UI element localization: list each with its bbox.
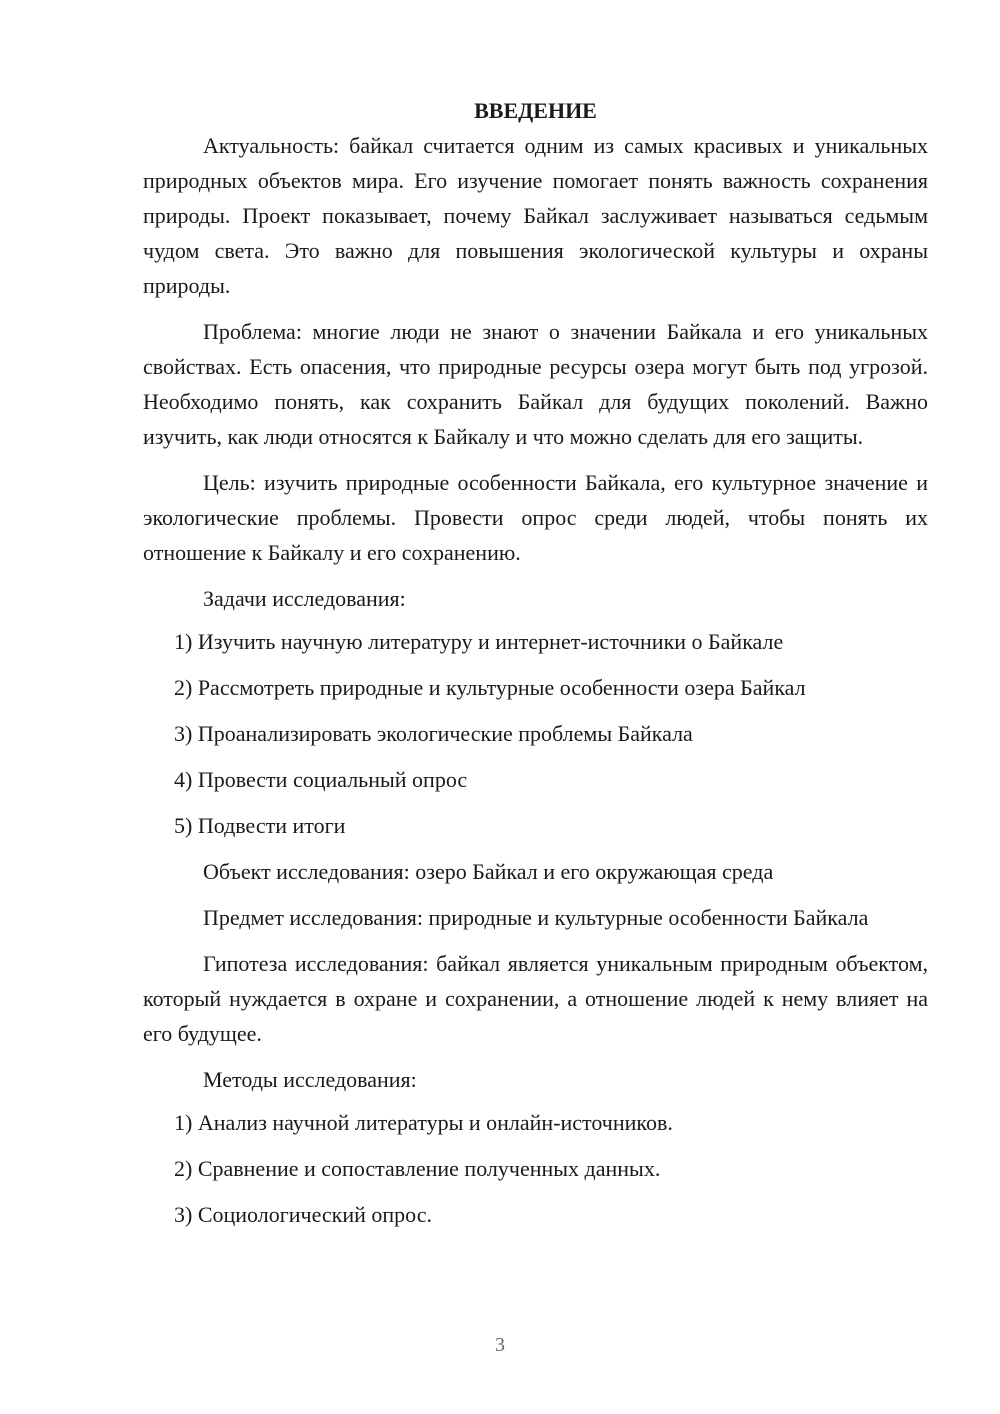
list-item: 3) Социологический опрос. (174, 1202, 432, 1227)
list-item: 2) Рассмотреть природные и культурные особенности озера Байкал (174, 675, 806, 700)
hypothesis-paragraph: Гипотеза исследования: байкал является уникальным природным объектом, который нуждается в охране и сохранении, а отношение людей к нему влияет на его будущее. (143, 951, 928, 1046)
problem-paragraph: Проблема: многие люди не знают о значении Байкала и его уникальных свойствах. Есть опасения, что природные ресурсы озера могут быть под угрозой. Необходимо понять, как сохранить Байкал для будущих поколений. Важно изучить, как люди относятся к Байкалу и что можно сделать для его защиты. (143, 319, 928, 449)
list-item: 3) Проанализировать экологические проблемы Байкала (174, 721, 693, 746)
page-title: ВВЕДЕНИЕ (474, 98, 597, 123)
list-item: 2) Сравнение и сопоставление полученных данных. (174, 1156, 661, 1181)
tasks-heading: Задачи исследования: (203, 586, 406, 611)
methods-heading: Методы исследования: (203, 1067, 417, 1092)
tasks-list (143, 624, 928, 843)
list-item: 1) Анализ научной литературы и онлайн-источников. (174, 1110, 673, 1135)
methods-list (143, 1105, 928, 1232)
relevance-paragraph: Актуальность: байкал считается одним из самых красивых и уникальных природных объектов мира. Его изучение помогает понять важность сохранения природы. Проект показывает, почему Байкал заслуживает называться седьмым чудом света. Это важно для повышения экологической культуры и охраны природы. (143, 133, 928, 298)
list-item: 1) Изучить научную литературу и интернет-источники о Байкале (174, 629, 784, 654)
goal-paragraph: Цель: изучить природные особенности Байкала, его культурное значение и экологические проблемы. Провести опрос среди людей, чтобы понять их отношение к Байкалу и его сохранению. (143, 470, 928, 565)
object-paragraph: Объект исследования: озеро Байкал и его окружающая среда (203, 859, 774, 884)
subject-paragraph: Предмет исследования: природные и культурные особенности Байкала (203, 905, 869, 930)
list-item: 5) Подвести итоги (174, 813, 346, 838)
list-item: 4) Провести социальный опрос (174, 767, 468, 792)
document-page (143, 93, 928, 1232)
page-number: 3 (495, 1334, 505, 1356)
